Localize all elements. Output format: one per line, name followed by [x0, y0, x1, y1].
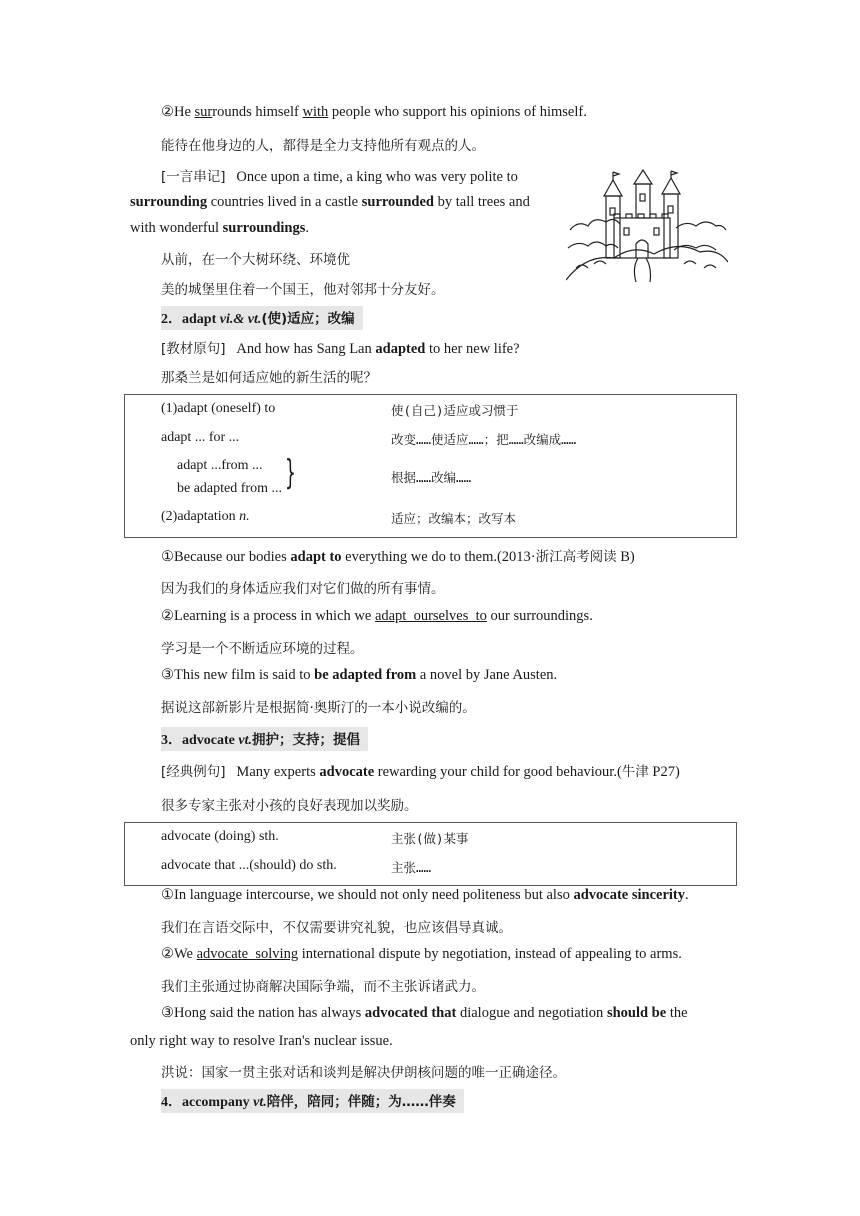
- usage-meaning: 适应；改编本；改写本: [391, 511, 517, 526]
- source-translation: 很多专家主张对小孩的良好表现加以奖励。: [161, 798, 418, 814]
- castle-sketch-icon: [566, 168, 728, 286]
- usage-meaning: 改变……使适应……；把……改编成……: [391, 432, 577, 447]
- text-segment: people who support his opinions of himself.: [328, 104, 587, 120]
- heading-meaning: 陪伴，陪同；伴随；为……伴奏: [266, 1094, 456, 1110]
- text-segment: dialogue and negotiation: [456, 1005, 607, 1021]
- bold-word: advocate: [319, 764, 375, 780]
- usage-meaning: 主张(做)某事: [391, 831, 469, 846]
- word-heading-accompany: [161, 1089, 464, 1113]
- text-segment: ①Because our bodies: [161, 549, 291, 565]
- usage-phrase: [161, 509, 250, 525]
- underlined-phrase: adapt ourselves to: [374, 608, 487, 624]
- example-translation: 因为我们的身体适应我们对它们做的所有事情。: [161, 581, 445, 597]
- text-segment: everything we do to them.(2013·: [341, 549, 536, 565]
- source-tag: [经典例句]: [161, 764, 226, 780]
- memory-translation-2: 美的城堡里住着一个国王，他对邻邦十分友好。: [161, 282, 445, 298]
- text-segment: .: [305, 220, 309, 236]
- heading-word: advocate: [182, 733, 235, 748]
- text-segment: ②We: [161, 946, 197, 962]
- bold-word: adapted: [375, 341, 426, 357]
- example-translation: 洪说：国家一贯主张对话和谈判是解决伊朗核问题的唯一正确途径。: [161, 1065, 566, 1081]
- text-segment: by tall trees and: [434, 194, 530, 210]
- heading-meaning: (使)适应；改编: [261, 311, 355, 327]
- text-segment: ①In language intercourse, we should not only need politeness but also: [161, 887, 574, 903]
- bold-word: advocated that: [364, 1005, 457, 1021]
- source-translation: 那桑兰是如何适应她的新生活的呢？: [161, 370, 377, 386]
- heading-pos: vi.& vt.: [219, 312, 262, 327]
- text-segment: Once upon a time, a king who was very polite to: [236, 169, 518, 185]
- text-segment: to her new life?: [425, 341, 520, 357]
- brace-symbol: }: [285, 453, 296, 493]
- text-segment: our surroundings.: [486, 608, 593, 624]
- text-segment: ③Hong said the nation has always: [161, 1005, 365, 1021]
- text-segment: rewarding your child for good behaviour.(: [374, 764, 622, 780]
- example-sentence: [161, 667, 557, 684]
- text-segment: a novel by Jane Austen.: [416, 667, 558, 683]
- text-segment: international dispute by negotiation, instead of appealing to arms.: [298, 946, 682, 962]
- bold-word: surrounding: [130, 194, 208, 210]
- text-segment: ②Learning is a process in which we: [161, 608, 375, 624]
- underlined-word: with: [302, 104, 329, 120]
- word-heading-adapt: [161, 306, 363, 330]
- text-segment: rounds himself: [212, 104, 303, 120]
- source-sentence: [161, 760, 680, 781]
- usage-phrase: (1)adapt (oneself) to: [161, 401, 276, 416]
- memory-line-1: [161, 165, 518, 186]
- heading-number: 3．: [161, 733, 182, 748]
- bold-word: surroundings: [222, 220, 306, 236]
- example-sentence-continued: only right way to resolve Iran's nuclear issue.: [130, 1033, 393, 1049]
- example-translation: 学习是一个不断适应环境的过程。: [161, 641, 364, 657]
- example-translation: 我们主张通过协商解决国际争端，而不主张诉诸武力。: [161, 979, 485, 995]
- example-sentence: [161, 608, 593, 625]
- text-segment: with wonderful: [130, 220, 223, 236]
- text-segment: ②He: [161, 104, 195, 120]
- heading-word: adapt: [182, 312, 217, 327]
- bold-word: should be: [606, 1005, 667, 1021]
- bold-word: surrounded: [361, 194, 434, 210]
- example-sentence: [161, 946, 682, 963]
- text-segment: countries lived in a castle: [207, 194, 362, 210]
- text-segment: .: [685, 887, 689, 903]
- text-segment: B): [616, 549, 635, 565]
- bold-word: be adapted from: [314, 667, 417, 683]
- heading-number: 4．: [161, 1095, 182, 1110]
- memory-translation-1: 从前，在一个大树环绕、环境优: [161, 252, 350, 268]
- bold-word: advocate sincerity: [573, 887, 686, 903]
- underlined-phrase: advocate solving: [196, 946, 299, 962]
- bold-word: adapt to: [290, 549, 342, 565]
- usage-table-advocate: [124, 822, 737, 886]
- usage-meaning: 主张……: [391, 860, 432, 875]
- usage-meaning: 根据……改编……: [391, 470, 472, 485]
- source-label: 浙江高考阅读: [535, 549, 617, 565]
- text-segment: Many experts: [236, 764, 320, 780]
- usage-phrase: adapt ...from ...: [177, 458, 263, 473]
- memory-line-3: [130, 220, 309, 237]
- example-sentence: [161, 545, 635, 566]
- memory-tag: [一言串记]: [161, 169, 226, 185]
- usage-table-adapt: [124, 394, 737, 538]
- usage-phrase: advocate (doing) sth.: [161, 829, 279, 844]
- heading-word: accompany: [182, 1095, 250, 1110]
- heading-pos: vt.: [238, 733, 252, 748]
- usage-phrase: advocate that ...(should) do sth.: [161, 858, 337, 873]
- word-heading-advocate: [161, 727, 368, 751]
- example-sentence: [161, 104, 587, 121]
- heading-meaning: 拥护；支持；提倡: [252, 732, 360, 748]
- source-label: 牛津: [621, 764, 649, 780]
- text-segment: (2)adaptation: [161, 509, 240, 524]
- example-translation: 据说这部新影片是根据简·奥斯汀的一本小说改编的。: [161, 700, 476, 716]
- usage-phrase: be adapted from ...: [177, 481, 282, 496]
- usage-phrase: adapt ... for ...: [161, 430, 240, 445]
- heading-number: 2．: [161, 312, 182, 327]
- pos-label: n.: [239, 509, 250, 524]
- text-segment: P27): [648, 764, 680, 780]
- text-segment: the: [666, 1005, 688, 1021]
- text-segment: And how has Sang Lan: [236, 341, 376, 357]
- text-segment: ③This new film is said to: [161, 667, 315, 683]
- memory-line-2: [130, 194, 530, 211]
- source-tag: [教材原句]: [161, 341, 226, 357]
- underlined-word: sur: [194, 104, 213, 120]
- source-sentence: [161, 337, 520, 358]
- usage-meaning: 使(自己)适应或习惯于: [391, 403, 519, 418]
- example-translation: 能待在他身边的人，都得是全力支持他所有观点的人。: [161, 138, 485, 154]
- example-sentence: [161, 887, 689, 904]
- example-sentence: [161, 1005, 732, 1022]
- example-translation: 我们在言语交际中，不仅需要讲究礼貌，也应该倡导真诚。: [161, 920, 512, 936]
- heading-pos: vt.: [253, 1095, 267, 1110]
